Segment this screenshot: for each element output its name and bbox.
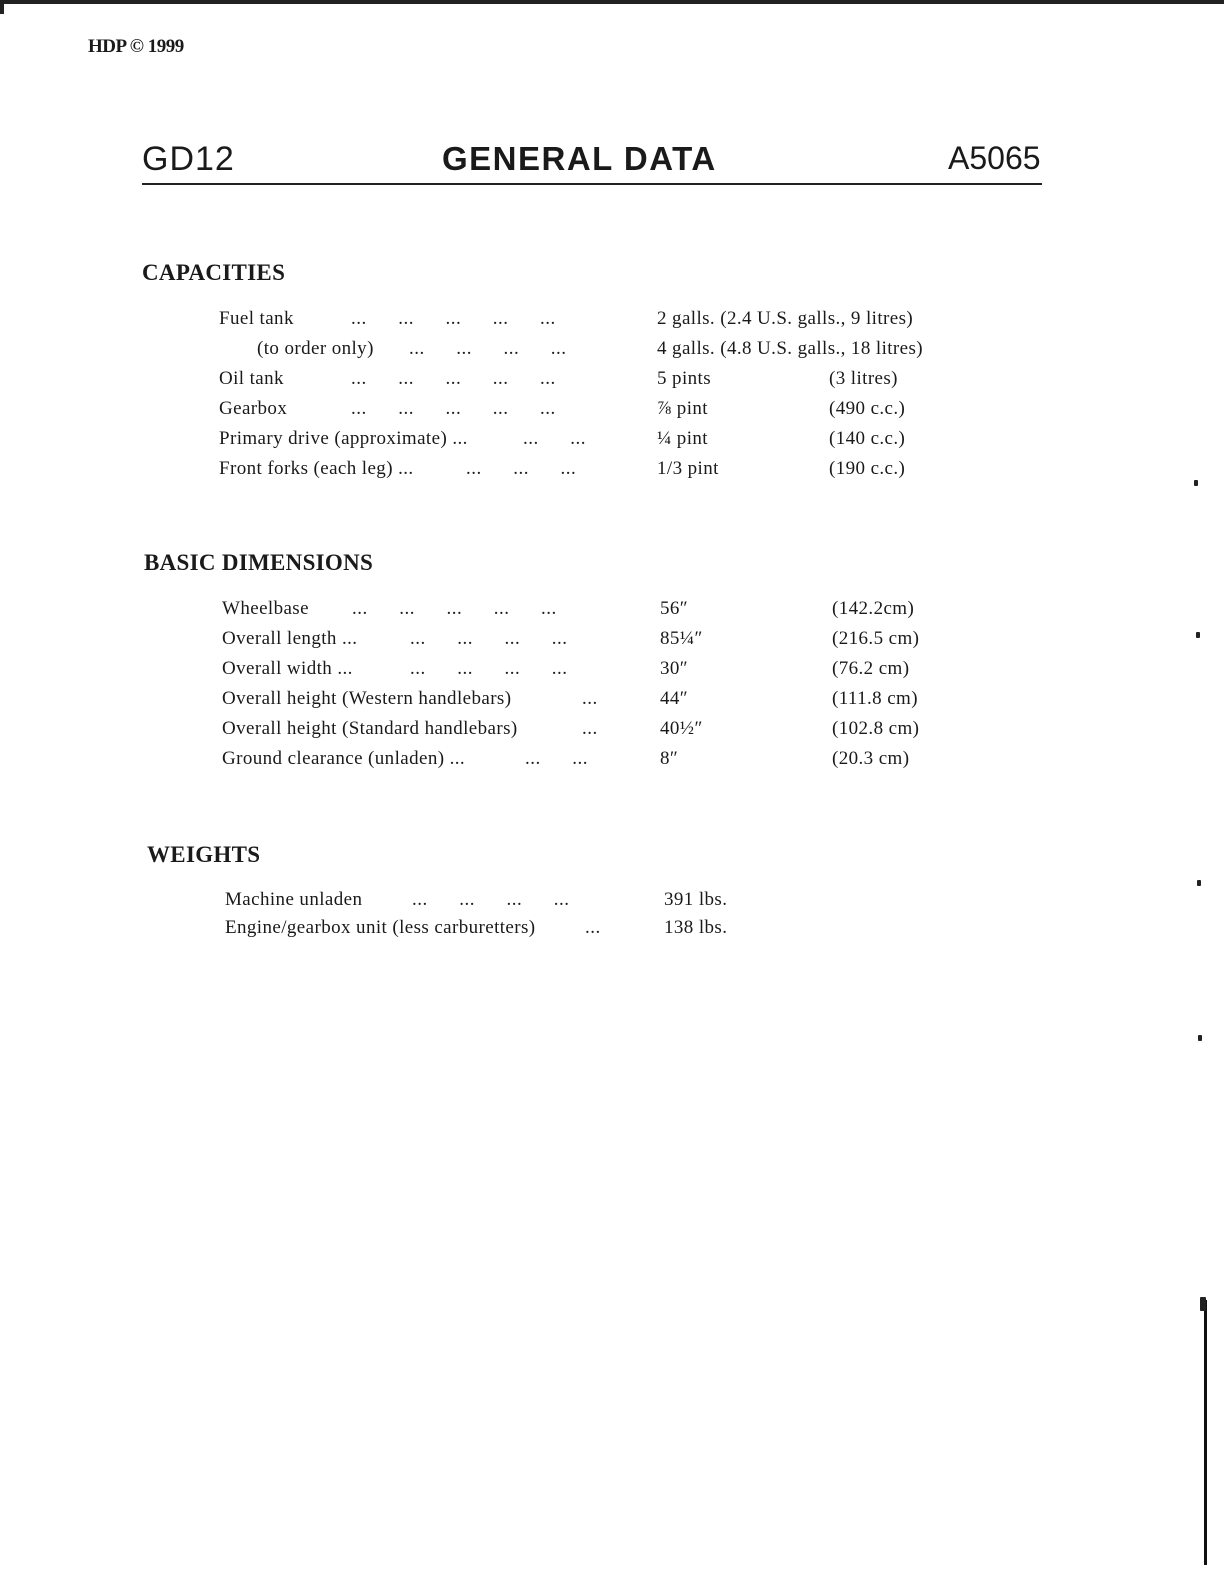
leader-dots: ... (582, 688, 598, 709)
item-metric: (20.3 cm) (832, 748, 910, 769)
page-title: GENERAL DATA (442, 140, 717, 177)
item-value: ⅞ pint (657, 398, 708, 419)
item-label: Overall height (Western handlebars) (222, 688, 512, 709)
scan-edge-corner (0, 0, 4, 14)
item-label: Overall height (Standard handlebars) (222, 718, 518, 739)
item-metric: (102.8 cm) (832, 718, 920, 739)
item-value: 138 lbs. (664, 917, 728, 938)
dimensions-heading: BASIC DIMENSIONS (144, 550, 374, 575)
item-value: 391 lbs. (664, 889, 728, 910)
leader-dots: ... ... ... ... (410, 628, 568, 649)
item-metric: (142.2cm) (832, 598, 915, 619)
item-value: 40½″ (660, 718, 703, 739)
header-rule (142, 183, 1042, 185)
item-label: Front forks (each leg) ... (219, 458, 414, 479)
item-label: Engine/gearbox unit (less carburetters) (225, 917, 536, 938)
leader-dots: ... ... ... ... (410, 658, 568, 679)
item-metric: (76.2 cm) (832, 658, 910, 679)
leader-dots: ... ... ... ... (412, 889, 570, 910)
item-label: Overall length ... (222, 628, 358, 649)
weights-heading: WEIGHTS (147, 842, 261, 867)
item-metric: (111.8 cm) (832, 688, 918, 709)
item-value: 2 galls. (2.4 U.S. galls., 9 litres) (657, 308, 914, 329)
leader-dots: ... ... (523, 428, 586, 449)
item-value: 8″ (660, 748, 679, 769)
leader-dots: ... ... ... ... (409, 338, 567, 359)
item-value: 85¼″ (660, 628, 703, 649)
scan-speck (1194, 480, 1198, 486)
scan-speck (1200, 1297, 1206, 1311)
item-label: Wheelbase (222, 598, 309, 619)
item-label: Primary drive (approximate) ... (219, 428, 468, 449)
leader-dots: ... (582, 718, 598, 739)
item-label: Ground clearance (unladen) ... (222, 748, 466, 769)
item-metric: (140 c.c.) (829, 428, 906, 449)
item-metric: (190 c.c.) (829, 458, 906, 479)
leader-dots: ... ... ... ... ... (351, 308, 556, 329)
item-label: Overall width ... (222, 658, 353, 679)
scan-speck (1196, 632, 1200, 638)
scan-speck (1197, 880, 1201, 886)
section-code: GD12 (142, 140, 235, 178)
item-value: 44″ (660, 688, 689, 709)
scan-edge-right (1204, 1300, 1207, 1565)
leader-dots: ... ... ... ... ... (351, 368, 556, 389)
item-value: 56″ (660, 598, 689, 619)
item-label: Fuel tank (219, 308, 294, 329)
item-value: 4 galls. (4.8 U.S. galls., 18 litres) (657, 338, 924, 359)
item-label: Gearbox (219, 398, 288, 419)
copyright-mark: HDP © 1999 (88, 36, 184, 57)
reference-number: A5065 (948, 140, 1041, 176)
item-value: 30″ (660, 658, 689, 679)
leader-dots: ... ... ... (466, 458, 577, 479)
leader-dots: ... ... (525, 748, 588, 769)
item-metric: (216.5 cm) (832, 628, 920, 649)
item-label: Oil tank (219, 368, 284, 389)
leader-dots: ... ... ... ... ... (352, 598, 557, 619)
item-label: Machine unladen (225, 889, 363, 910)
scan-edge-top (0, 0, 1224, 4)
item-label: (to order only) (257, 338, 374, 359)
capacities-heading: CAPACITIES (142, 260, 286, 285)
leader-dots: ... (585, 917, 601, 938)
item-metric: (490 c.c.) (829, 398, 906, 419)
item-value: ¼ pint (657, 428, 708, 449)
item-value: 5 pints (657, 368, 712, 389)
leader-dots: ... ... ... ... ... (351, 398, 556, 419)
item-value: 1/3 pint (657, 458, 719, 479)
scan-speck (1198, 1035, 1202, 1041)
item-metric: (3 litres) (829, 368, 898, 389)
